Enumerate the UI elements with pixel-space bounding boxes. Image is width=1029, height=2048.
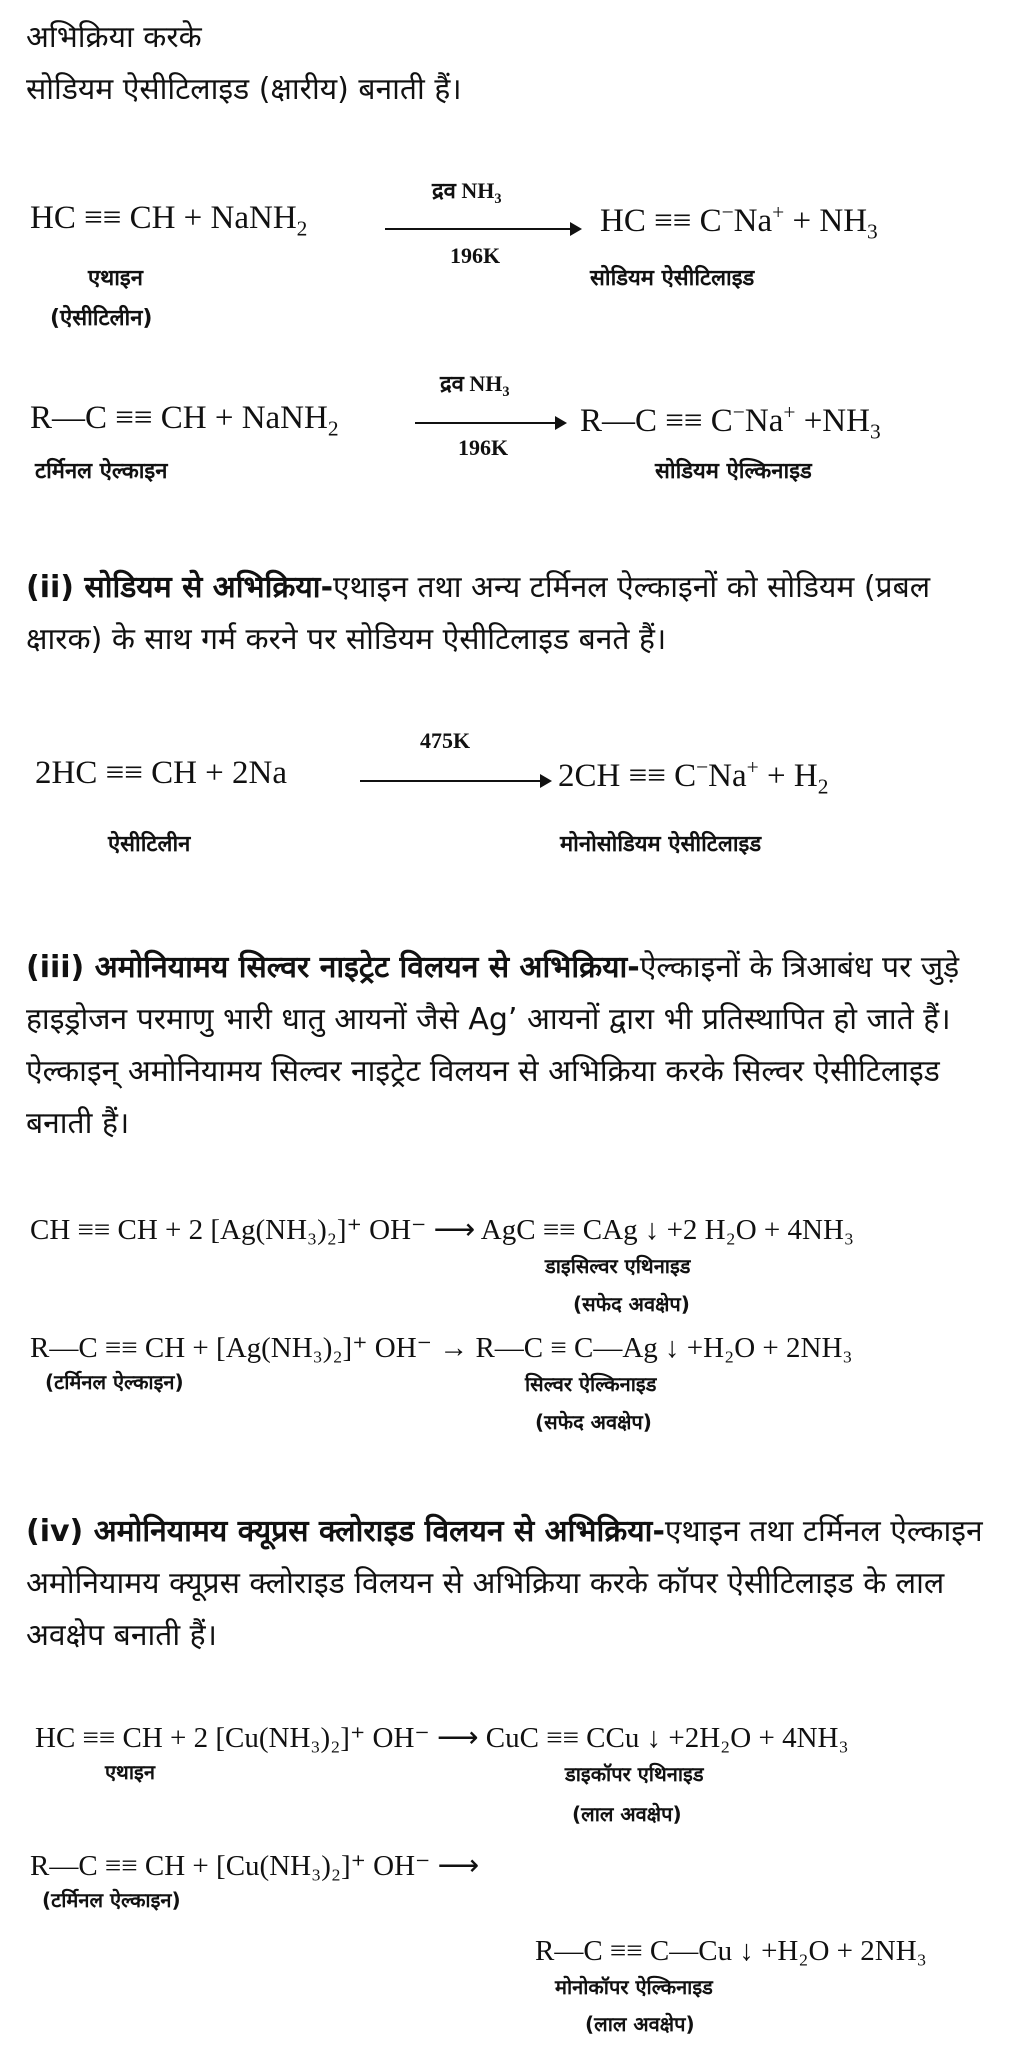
eq7-rhs: R—C ≡≡ C—Cu ↓ +H₂O + 2NH₃ (535, 1935, 927, 1967)
eq5-label-terminal-alkyne: (टर्मिनल ऐल्काइन) (45, 1370, 184, 1394)
eq1-label-product: सोडियम ऐसीटिलाइड (590, 266, 755, 291)
eq2-label-terminal-alkyne: टर्मिनल ऐल्काइन (35, 459, 168, 484)
section-ii-text: एथाइन तथा अन्य टर्मिनल ऐल्काइनों को सोडियम (प्रबल क्षारक) के साथ गर्म करने पर सोडियम ऐसीटिलाइड बनते हैं। (26, 570, 931, 657)
eq1-rhs: HC ≡≡ $C^-Na^+ + NH_3$ (600, 200, 878, 244)
section-iv-heading: (iv) अमोनियामय क्यूप्रस क्लोराइड विलयन से अभिक्रिया- (26, 1514, 665, 1549)
eq6-label-precipitate: (लाल अवक्षेप) (572, 1802, 682, 1826)
eq6-text: HC ≡≡ CH + 2 [Cu(NH₃)₂]⁺ OH⁻ ⟶ CuC ≡≡ CCu ↓ +2H₂O + 4NH₃ (35, 1722, 849, 1754)
eq4-label-precipitate: (सफेद अवक्षेप) (573, 1292, 690, 1316)
eq3-label-product: मोनोसोडियम ऐसीटिलाइड (560, 832, 762, 857)
eq7-label-terminal-alkyne: (टर्मिनल ऐल्काइन) (42, 1888, 181, 1912)
eq1-lhs: HC ≡≡ CH + NaNH$_2$ (30, 200, 308, 241)
eq2-arrow (415, 422, 565, 424)
eq6-label-product: डाइकॉपर एथिनाइड (565, 1762, 704, 1786)
eq2-condition-top: द्रव $NH_3$ (440, 371, 510, 400)
eq7-label-precipitate: (लाल अवक्षेप) (585, 2012, 695, 2036)
eq3-lhs: 2HC ≡≡ CH + 2Na (35, 755, 287, 791)
eq1-arrow (385, 228, 580, 230)
eq3-label-acetylene: ऐसीटिलीन (108, 832, 191, 857)
eq5-label-product: सिल्वर ऐल्किनाइड (525, 1372, 657, 1396)
eq7-lhs: R—C ≡≡ CH + [Cu(NH₃)₂]⁺ OH⁻ ⟶ (30, 1850, 480, 1882)
eq3-arrow (360, 780, 550, 782)
eq6-label-ethyne: एथाइन (105, 1760, 155, 1784)
eq4-label-product: डाइसिल्वर एथिनाइड (545, 1254, 691, 1278)
section-iv-paragraph (26, 1506, 1006, 1662)
section-iii-heading: (iii) अमोनियामय सिल्वर नाइट्रेट विलयन से अभिक्रिया- (26, 950, 640, 985)
intro-line-2: सोडियम ऐसीटिलाइड (क्षारीय) बनाती हैं। (26, 72, 462, 107)
section-iv-text: एथाइन तथा टर्मिनल ऐल्काइन अमोनियामय क्यूप्रस क्लोराइड विलयन से अभिक्रिया करके कॉपर ऐसीटिलाइड के लाल अवक्षेप बनाती हैं। (26, 1514, 983, 1653)
section-iii-text: ऐल्काइनों के त्रिआबंध पर जुड़े हाइड्रोजन परमाणु भारी धातु आयनों जैसे Ag’ आयनों द्वारा भी प्रतिस्थापित हो जाते हैं। ऐल्काइन् अमोनियामय सिल्वर नाइट्रेट विलयन से अभिक्रिया करके सिल्वर ऐसीटिलाइड बनाती हैं। (26, 950, 960, 1141)
eq2-lhs: R—C ≡≡ CH + NaNH$_2$ (30, 400, 339, 441)
eq3-rhs: $2CH \equiv\equiv C^-Na^+ + H_2$ (558, 755, 829, 799)
eq5-text: R—C ≡≡ CH + [Ag(NH₃)₂]⁺ OH⁻ → R—C ≡ C—Ag ↓ +H₂O + 2NH₃ (30, 1332, 853, 1364)
eq7-label-product: मोनोकॉपर ऐल्किनाइड (555, 1975, 713, 1999)
section-ii-heading: (ii) सोडियम से अभिक्रिया- (26, 570, 334, 605)
eq2-rhs: R—C ≡≡ $C^-Na^+ +NH_3$ (580, 400, 881, 444)
eq4-text: CH ≡≡ CH + 2 [Ag(NH₃)₂]⁺ OH⁻ ⟶ AgC ≡≡ CAg ↓ +2 H₂O + 4NH₃ (30, 1214, 855, 1246)
section-ii-paragraph (26, 562, 1006, 666)
intro-line-1: अभिक्रिया करके (26, 20, 202, 55)
eq3-condition-top: 475K (420, 728, 471, 753)
eq1-label-acetylene: (ऐसीटिलीन) (50, 306, 153, 331)
eq2-label-product: सोडियम ऐल्किनाइड (655, 459, 812, 484)
eq2-condition-bottom: 196K (458, 435, 509, 460)
eq5-label-precipitate: (सफेद अवक्षेप) (535, 1410, 652, 1434)
eq1-condition-top: द्रव $NH_3$ (432, 178, 502, 207)
eq1-condition-bottom: 196K (450, 243, 501, 268)
section-iii-paragraph (26, 942, 1006, 1150)
eq1-label-ethyne: एथाइन (88, 266, 143, 291)
